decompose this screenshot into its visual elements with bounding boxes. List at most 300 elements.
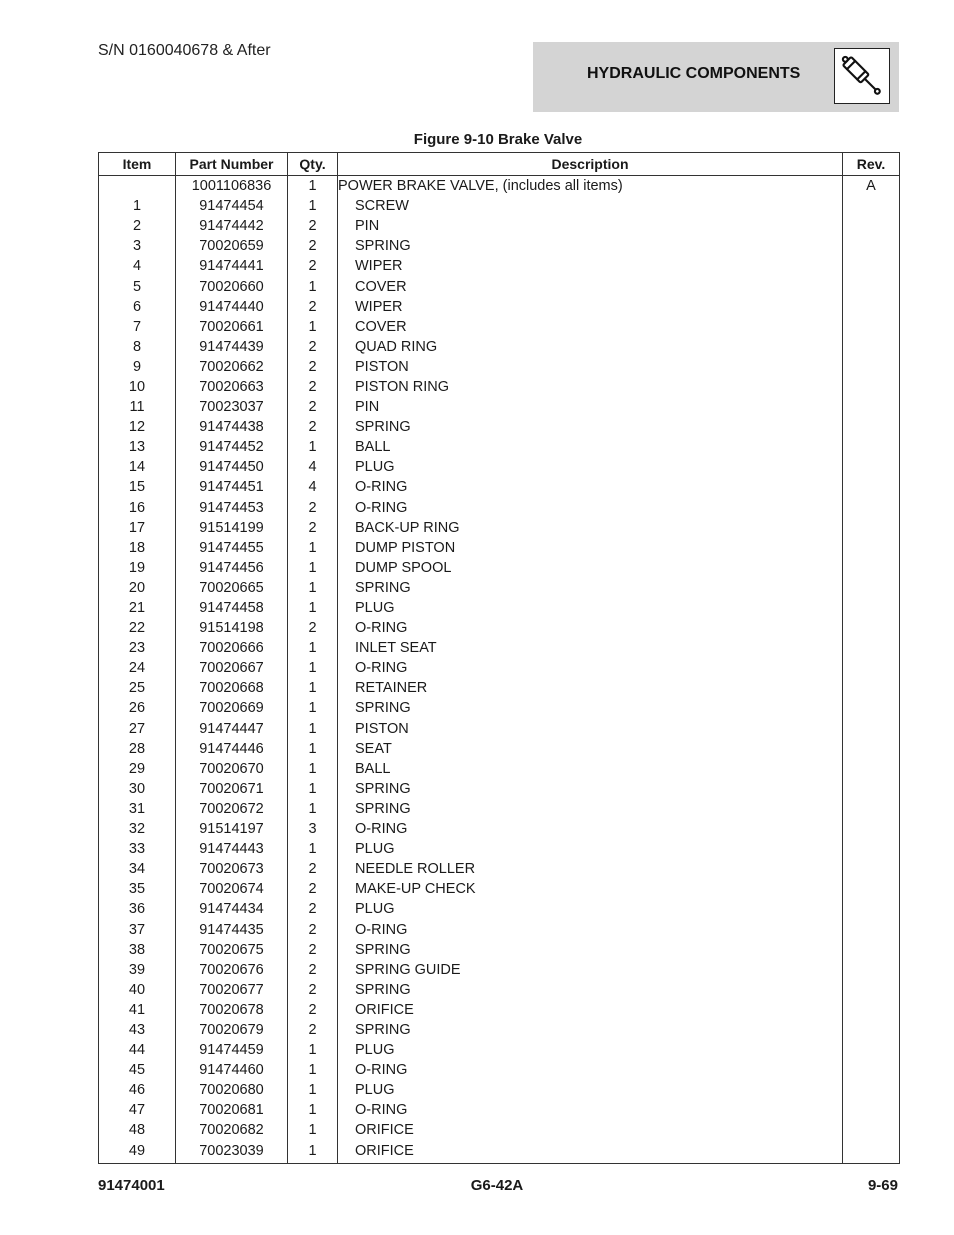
table-row <box>99 317 900 337</box>
table-row <box>99 1100 900 1120</box>
description-cell: SEAT <box>338 739 843 759</box>
part-number-cell: 91474439 <box>176 337 288 357</box>
quantity-cell: 2 <box>288 297 338 317</box>
revision-cell <box>843 1000 900 1020</box>
quantity-cell: 2 <box>288 859 338 879</box>
description-cell: BACK-UP RING <box>338 518 843 538</box>
part-number-cell: 91474434 <box>176 899 288 919</box>
item-number-cell: 6 <box>99 297 176 317</box>
description-cell: SPRING <box>338 236 843 256</box>
item-number-cell: 18 <box>99 538 176 558</box>
quantity-cell: 1 <box>288 196 338 216</box>
quantity-cell: 2 <box>288 337 338 357</box>
part-number-cell: 70020659 <box>176 236 288 256</box>
part-number-cell: 70020663 <box>176 377 288 397</box>
revision-cell <box>843 578 900 598</box>
part-number-cell: 91474450 <box>176 457 288 477</box>
part-number-cell: 70020673 <box>176 859 288 879</box>
quantity-cell: 1 <box>288 558 338 578</box>
table-row <box>99 739 900 759</box>
description-cell: O-RING <box>338 477 843 497</box>
quantity-cell: 1 <box>288 1141 338 1164</box>
part-number-cell: 70020681 <box>176 1100 288 1120</box>
quantity-cell: 1 <box>288 759 338 779</box>
revision-cell <box>843 638 900 658</box>
revision-cell <box>843 739 900 759</box>
quantity-cell: 2 <box>288 377 338 397</box>
description-cell: PLUG <box>338 839 843 859</box>
item-number-cell: 17 <box>99 518 176 538</box>
revision-cell <box>843 357 900 377</box>
table-row <box>99 397 900 417</box>
part-number-cell: 91474456 <box>176 558 288 578</box>
part-number-cell: 70020666 <box>176 638 288 658</box>
item-number-cell: 22 <box>99 618 176 638</box>
item-number-cell: 2 <box>99 216 176 236</box>
table-row <box>99 819 900 839</box>
description-cell: O-RING <box>338 498 843 518</box>
part-number-cell: 91474447 <box>176 719 288 739</box>
table-row <box>99 598 900 618</box>
footer-document-number: 91474001 <box>98 1177 165 1194</box>
table-row <box>99 658 900 678</box>
revision-cell <box>843 899 900 919</box>
item-number-cell: 1 <box>99 196 176 216</box>
quantity-cell: 1 <box>288 1060 338 1080</box>
part-number-cell: 91474451 <box>176 477 288 497</box>
part-number-cell: 91474459 <box>176 1040 288 1060</box>
column-header-qty: Qty. <box>288 153 338 176</box>
revision-cell <box>843 1100 900 1120</box>
table-row <box>99 839 900 859</box>
revision-cell <box>843 498 900 518</box>
revision-cell <box>843 518 900 538</box>
description-cell: ORIFICE <box>338 1000 843 1020</box>
description-cell: SPRING <box>338 417 843 437</box>
item-number-cell: 19 <box>99 558 176 578</box>
quantity-cell: 1 <box>288 437 338 457</box>
quantity-cell: 1 <box>288 779 338 799</box>
item-number-cell: 33 <box>99 839 176 859</box>
part-number-cell: 91514199 <box>176 518 288 538</box>
description-cell: O-RING <box>338 618 843 638</box>
quantity-cell: 2 <box>288 236 338 256</box>
item-number-cell: 24 <box>99 658 176 678</box>
item-number-cell: 29 <box>99 759 176 779</box>
description-cell: PISTON <box>338 357 843 377</box>
revision-cell <box>843 1141 900 1164</box>
quantity-cell: 1 <box>288 658 338 678</box>
quantity-cell: 1 <box>288 598 338 618</box>
part-number-cell: 70020662 <box>176 357 288 377</box>
revision-cell <box>843 558 900 578</box>
quantity-cell: 2 <box>288 1000 338 1020</box>
table-row <box>99 518 900 538</box>
revision-cell <box>843 1080 900 1100</box>
quantity-cell: 1 <box>288 1120 338 1140</box>
figure-title: Figure 9-10 Brake Valve <box>413 131 583 148</box>
quantity-cell: 2 <box>288 216 338 236</box>
description-cell: NEEDLE ROLLER <box>338 859 843 879</box>
table-row <box>99 919 900 939</box>
revision-cell <box>843 618 900 638</box>
description-cell: RETAINER <box>338 678 843 698</box>
parts-table-body <box>99 176 900 1164</box>
description-cell: ORIFICE <box>338 1141 843 1164</box>
description-cell: PLUG <box>338 457 843 477</box>
part-number-cell: 91474441 <box>176 256 288 276</box>
item-number-cell: 20 <box>99 578 176 598</box>
item-number-cell: 12 <box>99 417 176 437</box>
item-number-cell: 31 <box>99 799 176 819</box>
part-number-cell: 70020676 <box>176 960 288 980</box>
item-number-cell: 34 <box>99 859 176 879</box>
revision-cell <box>843 839 900 859</box>
description-cell: DUMP PISTON <box>338 538 843 558</box>
part-number-cell: 91474452 <box>176 437 288 457</box>
part-number-cell: 70020670 <box>176 759 288 779</box>
description-cell: SPRING <box>338 1020 843 1040</box>
description-cell: SPRING <box>338 980 843 1000</box>
description-cell: O-RING <box>338 919 843 939</box>
item-number-cell: 27 <box>99 719 176 739</box>
description-cell: O-RING <box>338 819 843 839</box>
table-header-row <box>99 153 900 176</box>
quantity-cell: 1 <box>288 839 338 859</box>
table-row <box>99 879 900 899</box>
quantity-cell: 2 <box>288 1020 338 1040</box>
description-cell: PLUG <box>338 1080 843 1100</box>
part-number-cell: 91474446 <box>176 739 288 759</box>
part-number-cell: 70020661 <box>176 317 288 337</box>
item-number-cell: 4 <box>99 256 176 276</box>
table-row <box>99 498 900 518</box>
table-row <box>99 578 900 598</box>
revision-cell <box>843 759 900 779</box>
item-number-cell: 44 <box>99 1040 176 1060</box>
table-row <box>99 457 900 477</box>
serial-number-range: S/N 0160040678 & After <box>98 42 271 59</box>
quantity-cell: 2 <box>288 919 338 939</box>
table-row <box>99 256 900 276</box>
hydraulic-cylinder-icon <box>834 48 890 104</box>
part-number-cell: 91474442 <box>176 216 288 236</box>
description-cell: SPRING <box>338 698 843 718</box>
revision-cell <box>843 819 900 839</box>
table-row <box>99 176 900 197</box>
table-row <box>99 719 900 739</box>
item-number-cell: 21 <box>99 598 176 618</box>
quantity-cell: 2 <box>288 980 338 1000</box>
quantity-cell: 1 <box>288 719 338 739</box>
table-row <box>99 477 900 497</box>
item-number-cell: 8 <box>99 337 176 357</box>
description-cell: WIPER <box>338 297 843 317</box>
part-number-cell: 70020674 <box>176 879 288 899</box>
quantity-cell: 1 <box>288 538 338 558</box>
part-number-cell: 1001106836 <box>176 176 288 197</box>
item-number-cell: 3 <box>99 236 176 256</box>
item-number-cell: 11 <box>99 397 176 417</box>
part-number-cell: 91474460 <box>176 1060 288 1080</box>
part-number-cell: 70020660 <box>176 276 288 296</box>
table-row <box>99 357 900 377</box>
part-number-cell: 91474455 <box>176 538 288 558</box>
table-row <box>99 377 900 397</box>
revision-cell <box>843 236 900 256</box>
revision-cell <box>843 1060 900 1080</box>
item-number-cell: 28 <box>99 739 176 759</box>
description-cell: PIN <box>338 397 843 417</box>
quantity-cell: 1 <box>288 739 338 759</box>
revision-cell <box>843 397 900 417</box>
item-number-cell: 46 <box>99 1080 176 1100</box>
revision-cell <box>843 538 900 558</box>
description-cell: QUAD RING <box>338 337 843 357</box>
item-number-cell: 40 <box>99 980 176 1000</box>
column-header-part-number: Part Number <box>176 153 288 176</box>
revision-cell: A <box>843 176 900 197</box>
quantity-cell: 1 <box>288 276 338 296</box>
part-number-cell: 70020669 <box>176 698 288 718</box>
description-cell: PISTON RING <box>338 377 843 397</box>
revision-cell <box>843 1020 900 1040</box>
table-row <box>99 1141 900 1164</box>
quantity-cell: 2 <box>288 940 338 960</box>
quantity-cell: 2 <box>288 960 338 980</box>
revision-cell <box>843 960 900 980</box>
item-number-cell: 45 <box>99 1060 176 1080</box>
revision-cell <box>843 196 900 216</box>
part-number-cell: 91474438 <box>176 417 288 437</box>
description-cell: O-RING <box>338 1060 843 1080</box>
quantity-cell: 2 <box>288 879 338 899</box>
part-number-cell: 70023037 <box>176 397 288 417</box>
part-number-cell: 70020672 <box>176 799 288 819</box>
revision-cell <box>843 658 900 678</box>
table-row <box>99 678 900 698</box>
section-title: HYDRAULIC COMPONENTS <box>587 65 801 82</box>
description-cell: DUMP SPOOL <box>338 558 843 578</box>
item-number-cell: 10 <box>99 377 176 397</box>
table-row <box>99 638 900 658</box>
quantity-cell: 2 <box>288 417 338 437</box>
item-number-cell: 30 <box>99 779 176 799</box>
table-row <box>99 1120 900 1140</box>
description-cell: BALL <box>338 759 843 779</box>
item-number-cell: 25 <box>99 678 176 698</box>
item-number-cell: 7 <box>99 317 176 337</box>
table-row <box>99 216 900 236</box>
revision-cell <box>843 276 900 296</box>
table-row <box>99 899 900 919</box>
part-number-cell: 70020671 <box>176 779 288 799</box>
footer-page-number: 9-69 <box>867 1177 898 1194</box>
part-number-cell: 91474443 <box>176 839 288 859</box>
quantity-cell: 1 <box>288 1100 338 1120</box>
quantity-cell: 2 <box>288 397 338 417</box>
part-number-cell: 91474440 <box>176 297 288 317</box>
item-number-cell: 49 <box>99 1141 176 1164</box>
item-number-cell: 14 <box>99 457 176 477</box>
quantity-cell: 2 <box>288 899 338 919</box>
description-cell: PIN <box>338 216 843 236</box>
part-number-cell: 91474454 <box>176 196 288 216</box>
part-number-cell: 91514197 <box>176 819 288 839</box>
part-number-cell: 91474435 <box>176 919 288 939</box>
quantity-cell: 1 <box>288 1080 338 1100</box>
item-number-cell: 16 <box>99 498 176 518</box>
item-number-cell: 35 <box>99 879 176 899</box>
table-row <box>99 799 900 819</box>
item-number-cell: 43 <box>99 1020 176 1040</box>
part-number-cell: 91474453 <box>176 498 288 518</box>
revision-cell <box>843 980 900 1000</box>
item-number-cell: 36 <box>99 899 176 919</box>
revision-cell <box>843 457 900 477</box>
column-header-rev: Rev. <box>843 153 900 176</box>
quantity-cell: 1 <box>288 638 338 658</box>
table-row <box>99 1000 900 1020</box>
description-cell: PLUG <box>338 899 843 919</box>
item-number-cell: 15 <box>99 477 176 497</box>
item-number-cell: 47 <box>99 1100 176 1120</box>
table-row <box>99 337 900 357</box>
table-row <box>99 759 900 779</box>
description-cell: SPRING <box>338 799 843 819</box>
item-number-cell: 39 <box>99 960 176 980</box>
description-cell: COVER <box>338 276 843 296</box>
quantity-cell: 2 <box>288 357 338 377</box>
part-number-cell: 70020677 <box>176 980 288 1000</box>
revision-cell <box>843 437 900 457</box>
revision-cell <box>843 719 900 739</box>
description-cell: BALL <box>338 437 843 457</box>
revision-cell <box>843 940 900 960</box>
revision-cell <box>843 256 900 276</box>
item-number-cell: 48 <box>99 1120 176 1140</box>
table-row <box>99 779 900 799</box>
parts-table <box>98 152 900 1164</box>
table-row <box>99 236 900 256</box>
quantity-cell: 1 <box>288 698 338 718</box>
quantity-cell: 1 <box>288 317 338 337</box>
quantity-cell: 2 <box>288 498 338 518</box>
item-number-cell: 5 <box>99 276 176 296</box>
item-number-cell: 23 <box>99 638 176 658</box>
revision-cell <box>843 598 900 618</box>
table-row <box>99 698 900 718</box>
revision-cell <box>843 779 900 799</box>
revision-cell <box>843 1040 900 1060</box>
table-row <box>99 1060 900 1080</box>
revision-cell <box>843 297 900 317</box>
table-row <box>99 196 900 216</box>
description-cell: INLET SEAT <box>338 638 843 658</box>
table-row <box>99 558 900 578</box>
revision-cell <box>843 859 900 879</box>
description-cell: SCREW <box>338 196 843 216</box>
part-number-cell: 70020675 <box>176 940 288 960</box>
item-number-cell: 26 <box>99 698 176 718</box>
description-cell: SPRING <box>338 940 843 960</box>
description-cell: SPRING GUIDE <box>338 960 843 980</box>
quantity-cell: 1 <box>288 578 338 598</box>
revision-cell <box>843 678 900 698</box>
table-row <box>99 960 900 980</box>
part-number-cell: 91474458 <box>176 598 288 618</box>
revision-cell <box>843 799 900 819</box>
description-cell: PISTON <box>338 719 843 739</box>
revision-cell <box>843 377 900 397</box>
table-row <box>99 417 900 437</box>
item-number-cell: 9 <box>99 357 176 377</box>
table-row <box>99 437 900 457</box>
quantity-cell: 1 <box>288 176 338 197</box>
description-cell: POWER BRAKE VALVE, (includes all items) <box>338 176 843 197</box>
table-row <box>99 980 900 1000</box>
quantity-cell: 4 <box>288 477 338 497</box>
part-number-cell: 70020668 <box>176 678 288 698</box>
quantity-cell: 1 <box>288 1040 338 1060</box>
table-row <box>99 1080 900 1100</box>
quantity-cell: 2 <box>288 518 338 538</box>
quantity-cell: 1 <box>288 678 338 698</box>
item-number-cell: 13 <box>99 437 176 457</box>
part-number-cell: 70020679 <box>176 1020 288 1040</box>
column-header-description: Description <box>338 153 843 176</box>
table-row <box>99 1040 900 1060</box>
revision-cell <box>843 698 900 718</box>
revision-cell <box>843 337 900 357</box>
table-row <box>99 618 900 638</box>
part-number-cell: 70020678 <box>176 1000 288 1020</box>
description-cell: SPRING <box>338 779 843 799</box>
description-cell: O-RING <box>338 1100 843 1120</box>
part-number-cell: 70020682 <box>176 1120 288 1140</box>
revision-cell <box>843 417 900 437</box>
revision-cell <box>843 477 900 497</box>
description-cell: MAKE-UP CHECK <box>338 879 843 899</box>
part-number-cell: 70023039 <box>176 1141 288 1164</box>
description-cell: COVER <box>338 317 843 337</box>
part-number-cell: 91514198 <box>176 618 288 638</box>
revision-cell <box>843 879 900 899</box>
item-number-cell: 32 <box>99 819 176 839</box>
quantity-cell: 2 <box>288 618 338 638</box>
description-cell: ORIFICE <box>338 1120 843 1140</box>
revision-cell <box>843 317 900 337</box>
quantity-cell: 4 <box>288 457 338 477</box>
revision-cell <box>843 216 900 236</box>
item-number-cell: 41 <box>99 1000 176 1020</box>
revision-cell <box>843 919 900 939</box>
description-cell: SPRING <box>338 578 843 598</box>
table-row <box>99 859 900 879</box>
table-row <box>99 1020 900 1040</box>
table-row <box>99 297 900 317</box>
table-row <box>99 276 900 296</box>
part-number-cell: 70020665 <box>176 578 288 598</box>
part-number-cell: 70020680 <box>176 1080 288 1100</box>
description-cell: PLUG <box>338 1040 843 1060</box>
description-cell: PLUG <box>338 598 843 618</box>
quantity-cell: 2 <box>288 256 338 276</box>
revision-cell <box>843 1120 900 1140</box>
description-cell: O-RING <box>338 658 843 678</box>
quantity-cell: 3 <box>288 819 338 839</box>
table-row <box>99 538 900 558</box>
